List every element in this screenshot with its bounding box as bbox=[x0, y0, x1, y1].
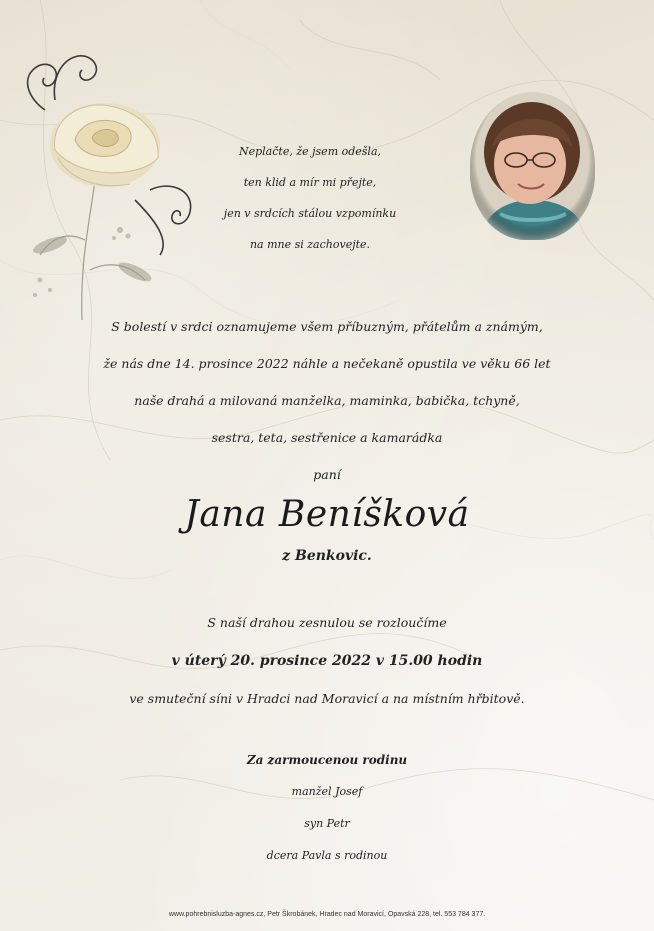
family-member: manžel Josef bbox=[291, 785, 363, 798]
farewell-details bbox=[0, 604, 654, 718]
announcement-line: že nás dne 14. prosince 2022 náhle a nečekaně opustila ve věku 66 let bbox=[103, 356, 551, 371]
farewell-place: ve smuteční síni v Hradci nad Moravicí a na místním hřbitově. bbox=[129, 691, 525, 706]
portrait-photo bbox=[470, 92, 595, 240]
announcement-line: paní bbox=[313, 467, 341, 482]
deceased-origin: z Benkovic. bbox=[282, 548, 372, 564]
announcement-text bbox=[0, 308, 654, 493]
farewell-datetime: v úterý 20. prosince 2022 v 15.00 hodin bbox=[171, 653, 483, 669]
poem-line: jen v srdcích stálou vzpomínku bbox=[223, 207, 397, 220]
deceased-name: Jana Beníšková bbox=[184, 494, 470, 535]
poem-line: Neplačte, že jsem odešla, bbox=[238, 145, 382, 158]
memorial-poem bbox=[180, 136, 440, 260]
family-heading: Za zarmoucenou rodinu bbox=[246, 753, 408, 767]
funeral-service-footer: www.pohrebnisluzba-agnes.cz, Petr Škrobánek, Hradec nad Moravicí, Opavská 228, tel. 553 784 377. bbox=[168, 911, 486, 918]
family-member: syn Petr bbox=[304, 817, 350, 830]
poem-line: na mne si zachovejte. bbox=[249, 238, 371, 251]
family-signature bbox=[0, 744, 654, 872]
farewell-intro: S naší drahou zesnulou se rozloučíme bbox=[207, 615, 447, 630]
announcement-line: sestra, teta, sestřenice a kamarádka bbox=[211, 430, 443, 445]
poem-line: ten klid a mír mi přejte, bbox=[243, 176, 377, 189]
announcement-line: naše drahá a milovaná manželka, maminka, babička, tchyně, bbox=[134, 393, 520, 408]
family-member: dcera Pavla s rodinou bbox=[266, 849, 388, 862]
announcement-line: S bolestí v srdci oznamujeme všem příbuzným, přátelům a známým, bbox=[111, 319, 543, 334]
